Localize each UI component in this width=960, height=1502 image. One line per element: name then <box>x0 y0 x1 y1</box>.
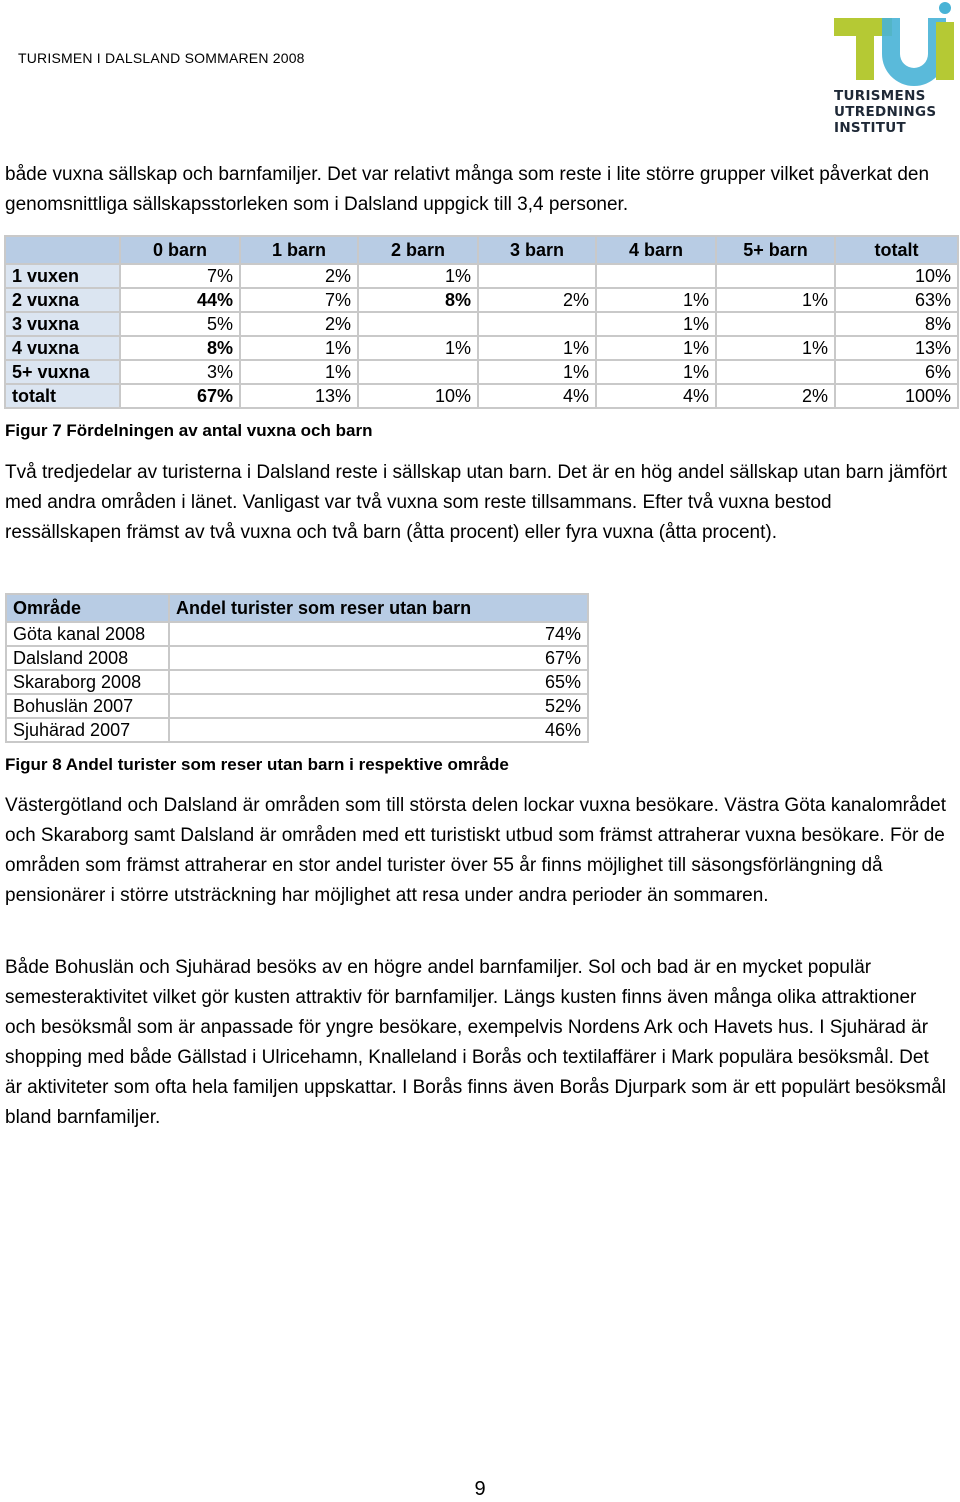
area-share-table <box>5 593 589 743</box>
table-row <box>6 718 588 742</box>
paragraph-4: Både Bohuslän och Sjuhärad besöks av en högre andel barnfamiljer. Sol och bad är en mycket populär semesteraktivitet vilket gör kusten attraktiv för barnfamiljer. Längs kusten finns även många olika attraktioner och besöksmål som är anpassade för yngre besökare, exempelvis Nordens Ark och Havets hus. I Sjuhärad är shopping med både Gällstad i Ulricehamn, Knalleland i Borås och textilaffärer i Mark populära besöksmål. Det är aktiviteter som ofta hela familjen uppskattar. I Borås finns även Borås Djurpark som är ett populärt besöksmål bland barnfamiljer. <box>5 957 946 1128</box>
table-cell: 1% <box>596 312 716 336</box>
table-cell: 2% <box>478 288 596 312</box>
table-cell <box>478 264 596 288</box>
table-cell: 3% <box>120 360 240 384</box>
table-cell <box>596 264 716 288</box>
figure-7-caption: Figur 7 Fördelningen av antal vuxna och barn <box>5 421 373 440</box>
column-header: 0 barn <box>120 236 240 264</box>
page-number: 9 <box>474 1478 486 1500</box>
table-cell <box>358 360 478 384</box>
table-cell: 1% <box>358 336 478 360</box>
table-row <box>6 622 588 646</box>
table-cell <box>716 312 835 336</box>
table-cell: 1% <box>716 288 835 312</box>
table-cell: 1% <box>240 360 358 384</box>
area-name: Skaraborg 2008 <box>6 670 169 694</box>
table-cell <box>716 264 835 288</box>
table-cell <box>358 312 478 336</box>
table-cell: 7% <box>120 264 240 288</box>
figure-8-caption: Figur 8 Andel turister som reser utan barn i respektive område <box>5 755 509 774</box>
table-cell <box>716 360 835 384</box>
area-name: Göta kanal 2008 <box>6 622 169 646</box>
table-cell: 44% <box>120 288 240 312</box>
column-header: totalt <box>835 236 958 264</box>
area-name: Dalsland 2008 <box>6 646 169 670</box>
column-header: 2 barn <box>358 236 478 264</box>
area-value: 52% <box>169 694 588 718</box>
table-row <box>5 360 958 384</box>
table-cell: 2% <box>240 264 358 288</box>
column-header <box>5 236 120 264</box>
table-row <box>5 384 958 408</box>
area-value: 65% <box>169 670 588 694</box>
table-cell: 1% <box>596 288 716 312</box>
paragraph-3: Västergötland och Dalsland är områden som till största delen lockar vuxna besökare. Västra Göta kanalområdet och Skaraborg samt Dalsland är områden med ett turistiskt utbud som främst attraherar vuxna besökare. För de områden som främst attraherar en stor andel turister över 55 år finns möjlighet till säsongsförlängning då pensionärer i större utsträckning har möjlighet att resa under andra perioder än sommaren. <box>5 795 946 906</box>
table-cell: 13% <box>240 384 358 408</box>
table-cell: 7% <box>240 288 358 312</box>
table-cell: 2% <box>240 312 358 336</box>
table-header-row <box>6 594 588 622</box>
table-cell: 1% <box>240 336 358 360</box>
table-row <box>5 336 958 360</box>
table-cell: 2% <box>716 384 835 408</box>
table-cell: 8% <box>120 336 240 360</box>
row-label: 1 vuxen <box>5 264 120 288</box>
column-header: 4 barn <box>596 236 716 264</box>
table-cell <box>478 312 596 336</box>
table-header-row <box>5 236 958 264</box>
row-label: 3 vuxna <box>5 312 120 336</box>
area-name: Bohuslän 2007 <box>6 694 169 718</box>
logo-line: TURISMENS <box>834 88 926 104</box>
column-header: Område <box>6 594 169 622</box>
table-cell: 1% <box>478 336 596 360</box>
table-row <box>6 670 588 694</box>
table-row <box>5 312 958 336</box>
table-cell: 6% <box>835 360 958 384</box>
table-cell: 1% <box>596 336 716 360</box>
logo-line: INSTITUT <box>834 120 907 136</box>
table-cell: 8% <box>835 312 958 336</box>
table-cell: 8% <box>358 288 478 312</box>
table-cell: 67% <box>120 384 240 408</box>
area-name: Sjuhärad 2007 <box>6 718 169 742</box>
table-cell: 1% <box>596 360 716 384</box>
column-header: Andel turister som reser utan barn <box>169 594 588 622</box>
area-value: 67% <box>169 646 588 670</box>
table-row <box>6 694 588 718</box>
row-label: 2 vuxna <box>5 288 120 312</box>
tui-logo <box>834 2 958 138</box>
tui-logo-mark <box>834 2 958 88</box>
table-row <box>6 646 588 670</box>
column-header: 5+ barn <box>716 236 835 264</box>
table-cell: 1% <box>716 336 835 360</box>
paragraph-2: Två tredjedelar av turisterna i Dalsland reste i sällskap utan barn. Det är en hög andel sällskap utan barn jämfört med andra områden i länet. Vanligast var två vuxna som reste tillsammans. Efter två vuxna bestod ressällskapen främst av två vuxna och två barn (åtta procent) eller fyra vuxna (åtta procent). <box>5 462 948 543</box>
table-cell: 1% <box>478 360 596 384</box>
running-header: TURISMEN I DALSLAND SOMMAREN 2008 <box>18 50 305 66</box>
table-cell: 4% <box>596 384 716 408</box>
intro-paragraph: både vuxna sällskap och barnfamiljer. Det var relativt många som reste i lite större grupper vilket påverkat den genomsnittliga sällskapsstorleken som i Dalsland uppgick till 3,4 personer. <box>5 164 930 215</box>
table-row <box>5 264 958 288</box>
logo-line: UTREDNINGS <box>834 104 937 120</box>
table-cell: 5% <box>120 312 240 336</box>
row-label: totalt <box>5 384 120 408</box>
table-cell: 10% <box>358 384 478 408</box>
table-cell: 100% <box>835 384 958 408</box>
row-label: 5+ vuxna <box>5 360 120 384</box>
table-cell: 1% <box>358 264 478 288</box>
table-cell: 63% <box>835 288 958 312</box>
area-value: 46% <box>169 718 588 742</box>
table-cell: 4% <box>478 384 596 408</box>
logo-wordmark <box>834 88 958 136</box>
table-cell: 13% <box>835 336 958 360</box>
table-row <box>5 288 958 312</box>
adults-children-table <box>4 235 959 409</box>
table-cell: 10% <box>835 264 958 288</box>
row-label: 4 vuxna <box>5 336 120 360</box>
area-value: 74% <box>169 622 588 646</box>
column-header: 3 barn <box>478 236 596 264</box>
column-header: 1 barn <box>240 236 358 264</box>
